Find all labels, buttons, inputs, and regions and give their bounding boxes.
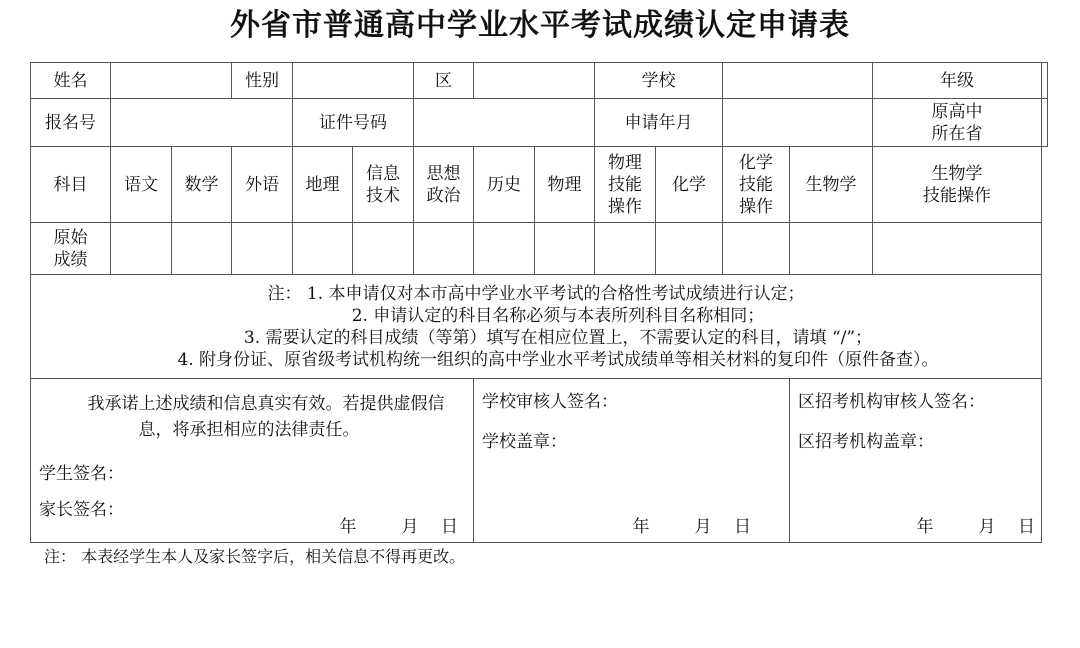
name-label: 姓名 [31,63,111,99]
subject-cell: 地理 [293,147,353,223]
id-number-field[interactable] [414,99,595,147]
subject-cell: 生物学 [790,147,873,223]
subject-cell: 生物学 技能操作 [873,147,1042,223]
footnote: 注： 本表经学生本人及家长签字后，相关信息不得再更改。 [44,547,466,566]
score-field[interactable] [656,223,723,275]
note-item: 3. 需要认定的科目成绩（等第）填写在相应位置上，不需要认定的科目，请填 “/”； [243,327,873,348]
note-item: 注： 1. 本申请仅对本市高中学业水平考试的合格性考试成绩进行认定； [267,283,805,304]
note-item: 4. 附身份证、原省级考试机构统一组织的高中学业水平考试成绩单等相关材料的复印件（原件备查）。 [177,349,939,370]
district-label: 区 [414,63,474,99]
student-signature-cell[interactable] [31,379,474,543]
apply-date-label: 申请年月 [595,99,723,147]
scores-row [31,223,1048,275]
score-field[interactable] [111,223,172,275]
score-field[interactable] [873,223,1042,275]
reg-no-field[interactable] [111,99,293,147]
score-field[interactable] [353,223,414,275]
student-sign-label: 学生签名： [39,464,124,484]
grade-field[interactable] [1042,63,1048,99]
grade-label: 年级 [873,63,1042,99]
registration-row [31,99,1048,147]
school-label: 学校 [595,63,723,99]
name-field[interactable] [111,63,232,99]
original-province-field[interactable] [1042,99,1048,147]
subject-cell: 语文 [111,147,172,223]
subject-cell: 化学 [656,147,723,223]
subject-cell: 数学 [172,147,232,223]
score-field[interactable] [595,223,656,275]
signature-row [31,379,1048,543]
subject-cell: 信息 技术 [353,147,414,223]
district-field[interactable] [474,63,595,99]
score-field[interactable] [232,223,293,275]
notes-row [31,275,1048,379]
id-number-label: 证件号码 [293,99,414,147]
subject-cell: 思想 政治 [414,147,474,223]
note-item: 2. 申请认定的科目名称必须与本表所列科目名称相同； [351,305,765,326]
gender-field[interactable] [293,63,414,99]
score-field[interactable] [535,223,595,275]
subject-cell: 外语 [232,147,293,223]
score-field[interactable] [293,223,353,275]
notes-block [31,275,1042,379]
subject-cell: 物理 技能 操作 [595,147,656,223]
school-signature-cell[interactable] [474,379,790,543]
score-field[interactable] [172,223,232,275]
district-reviewer-label: 区招考机构审核人签名： [798,392,985,412]
form-title: 外省市普通高中学业水平考试成绩认定申请表 [230,8,850,43]
district-seal-label: 区招考机构盖章： [798,432,934,452]
subjects-header: 科目 [31,147,111,223]
school-seal-label: 学校盖章： [482,432,567,452]
original-province-label: 原高中 所在省 [873,99,1042,147]
parent-sign-label: 家长签名： [39,500,124,520]
pledge-text: 我承诺上述成绩和信息真实有效。若提供虚假信息，将承担相应的法律责任。 [87,394,445,440]
score-field[interactable] [790,223,873,275]
student-date: 年 月 日 [339,517,458,537]
school-date: 年 月 日 [632,517,751,537]
subject-cell: 化学 技能 操作 [723,147,790,223]
notes-prefix: 注： [267,283,302,304]
application-form-table [30,62,1048,543]
basic-info-row [31,63,1048,99]
subject-cell: 物理 [535,147,595,223]
reg-no-label: 报名号 [31,99,111,147]
subjects-row [31,147,1048,223]
score-field[interactable] [414,223,474,275]
school-field[interactable] [723,63,873,99]
district-signature-cell[interactable] [790,379,1042,543]
school-reviewer-label: 学校审核人签名： [482,392,618,412]
score-field[interactable] [723,223,790,275]
district-date: 年 月 日 [916,517,1035,537]
gender-label: 性别 [232,63,293,99]
scores-label: 原始 成绩 [31,223,111,275]
score-field[interactable] [474,223,535,275]
subject-cell: 历史 [474,147,535,223]
apply-date-field[interactable] [723,99,873,147]
